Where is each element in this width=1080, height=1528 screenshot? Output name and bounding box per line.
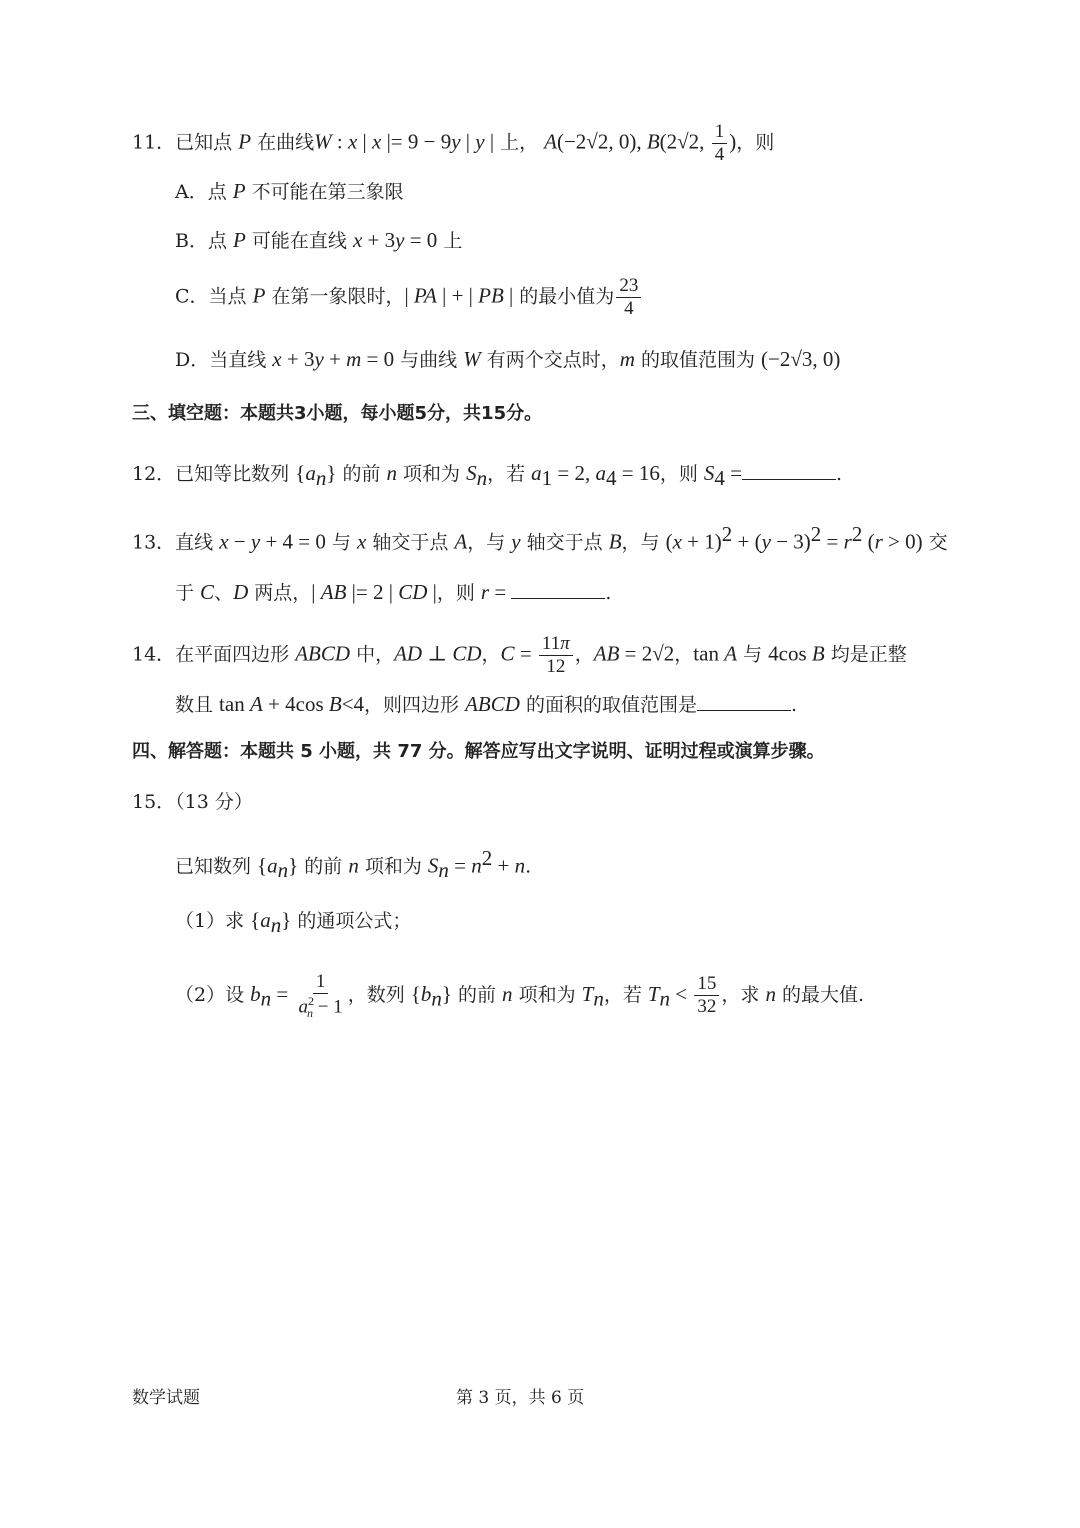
q13-line2: 于 C、D 两点，| AB |= 2 | CD |，则 r = . [175, 580, 612, 604]
footer-subject: 数学试题 [132, 1388, 200, 1408]
q14-line2: 数且 tan A + 4cos B<4，则四边形 ABCD 的面积的取值范围是 . [175, 692, 798, 716]
q15-stem: 已知数列 $\{a_n\}$ 的前 n 项和为 $S_n = n^2 + n$. [175, 846, 532, 883]
footer-page-number: 第 3 页，共 6 页 [456, 1388, 585, 1408]
q11-option-c: C．当点 P 在第一象限时，| PA | + | PB | 的最小值为 $\frac{23}{4}$ [175, 276, 643, 319]
q11-option-d: D．当直线 x + 3y + m = 0 与曲线 W 有两个交点时，m 的取值范围为 (−2√3, 0) [175, 347, 841, 371]
q11-option-b: B．点 P 可能在直线 x + 3y = 0 上 [175, 228, 463, 252]
q13-line1: 13．直线 x − y + 4 = 0 与 x 轴交于点 A，与 y 轴交于点 B，与 $(x + 1)^2 + (y - 3)^2 = r^2$ (r > 0) 交 [132, 522, 948, 554]
q14-line1: 14．在平面四边形 ABCD 中，AD ⊥ CD，C = $\frac{11\pi}{12}$ ，AB = 2√2，tan A 与 4cos B 均是正整 [132, 633, 907, 677]
q15-title: 15．（13 分） [132, 791, 253, 813]
q11-option-a: A．点 P 不可能在第三象限 [175, 179, 404, 203]
section4-heading: 四、解答题：本题共 5 小题，共 77 分。解答应写出文字说明、证明过程或演算步骤。 [132, 741, 825, 762]
section3-heading: 三、填空题：本题共3小题，每小题5分，共15分。 [132, 403, 543, 424]
q12: 12．已知等比数列 $\{a_n\}$ 的前 n 项和为 $S_n$，若 $a_1 = 2$, $a_4 = 16$，则 $S_4$ = . [132, 461, 843, 490]
q11-stem: 11．已知点 P 在曲线W : x | x |= 9 − 9y | y | 上， A(−2√2, 0), B(2√2, $\frac{1}{4}$ )，则 [132, 121, 775, 165]
q15-part1: （1）求 $\{a_n\}$ 的通项公式； [175, 908, 412, 937]
q15-part2: （2）设 $b_n$ = $\frac{1}{a^2_n - 1}$ ，数列 $\{b_n\}$ 的前 n 项和为 $T_n$，若 $T_n$ < $\frac{15}{32}$ ，求 n 的最大值. [175, 971, 865, 1021]
